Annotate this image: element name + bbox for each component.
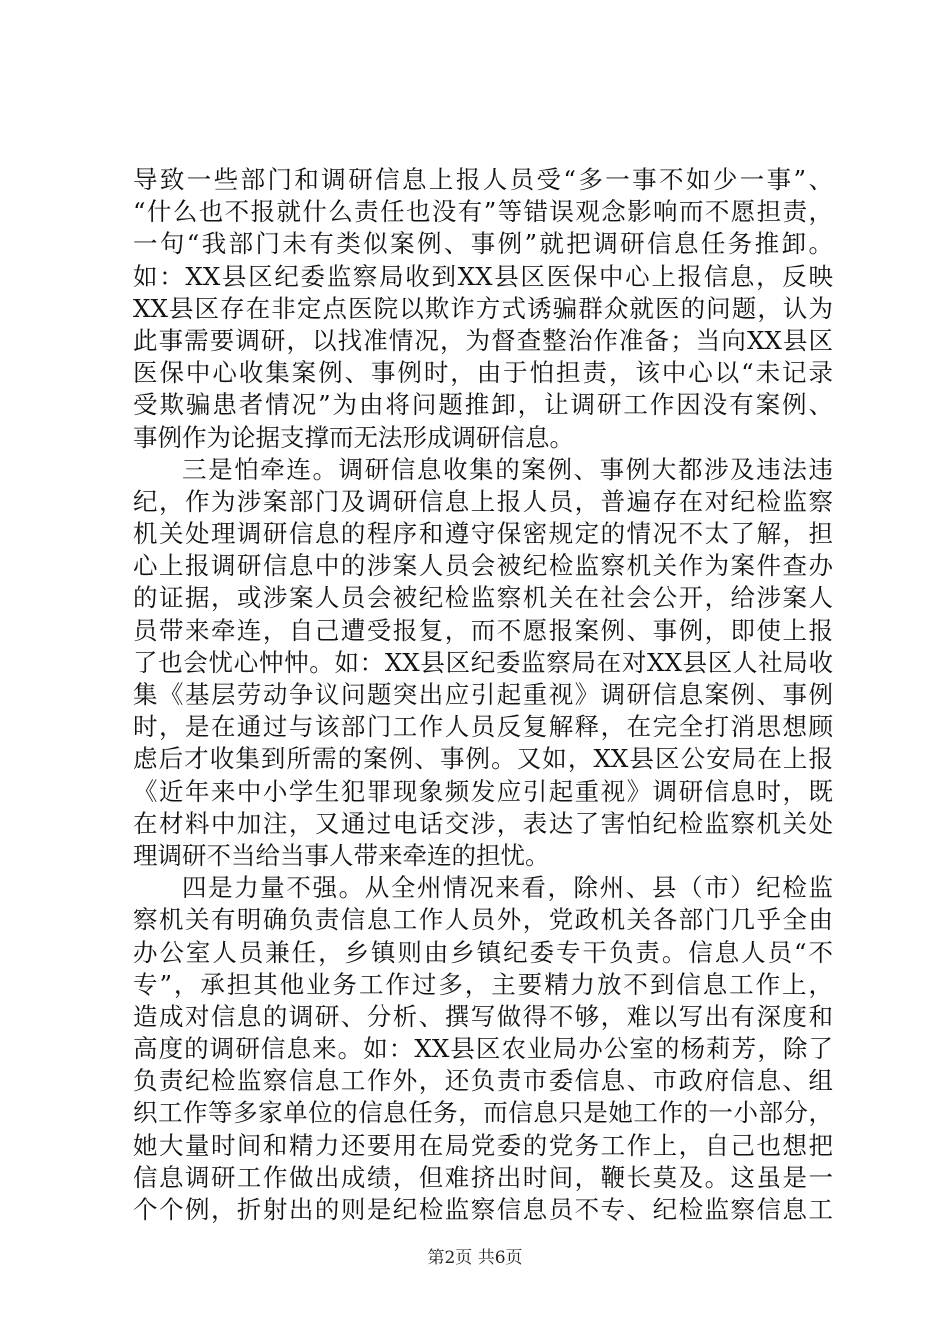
text-line: 此事需要调研，以找准情况，为督查整治作准备；当向XX县区	[133, 325, 833, 355]
text-line: 织工作等多家单位的信息任务，而信息只是她工作的一小部分，	[133, 1098, 833, 1128]
paragraph-start-line: 四是力量不强。从全州情况来看，除州、县（市）纪检监	[182, 873, 833, 903]
text-line: 她大量时间和精力还要用在局党委的党务工作上，自己也想把	[133, 1130, 833, 1160]
text-line: 纪，作为涉案部门及调研信息上报人员，普遍存在对纪检监察	[133, 486, 833, 516]
paragraph-start-line: 三是怕牵连。调研信息收集的案例、事例大都涉及违法违	[182, 454, 833, 484]
text-line: 医保中心收集案例、事例时，由于怕担责，该中心以“未记录	[133, 358, 833, 388]
text-line: 负责纪检监察信息工作外，还负责市委信息、市政府信息、组	[133, 1066, 833, 1096]
paragraph-end-line: 理调研不当给当事人带来牵连的担忧。	[133, 840, 550, 870]
text-line: 信息调研工作做出成绩，但难挤出时间，鞭长莫及。这虽是一	[133, 1162, 833, 1192]
text-line: 了也会忧心忡忡。如：XX县区纪委监察局在对XX县区人社局收	[133, 647, 833, 677]
text-line: 高度的调研信息来。如：XX县区农业局办公室的杨莉芳，除了	[133, 1034, 833, 1064]
text-line: 在材料中加注，又通过电话交涉，表达了害怕纪检监察机关处	[133, 808, 833, 838]
text-line: 造成对信息的调研、分析、撰写做得不够，难以写出有深度和	[133, 1001, 833, 1031]
text-line: XX县区存在非定点医院以欺诈方式诱骗群众就医的问题，认为	[133, 293, 833, 323]
text-line: 心上报调研信息中的涉案人员会被纪检监察机关作为案件查办	[133, 551, 833, 581]
text-line: 《近年来中小学生犯罪现象频发应引起重视》调研信息时，既	[133, 776, 833, 806]
text-line: 的证据，或涉案人员会被纪检监察机关在社会公开，给涉案人	[133, 583, 833, 613]
text-line: 虑后才收集到所需的案例、事例。又如，XX县区公安局在上报	[133, 744, 833, 774]
document-body	[133, 164, 833, 1226]
text-line: “什么也不报就什么责任也没有”等错误观念影响而不愿担责，	[133, 197, 833, 227]
text-line: 时，是在通过与该部门工作人员反复解释，在完全打消思想顾	[133, 712, 833, 742]
text-line: 个个例，折射出的则是纪检监察信息员不专、纪检监察信息工	[133, 1195, 833, 1224]
text-line: 集《基层劳动争议问题突出应引起重视》调研信息案例、事例	[133, 680, 833, 709]
text-line: 导致一些部门和调研信息上报人员受“多一事不如少一事”、	[133, 165, 833, 194]
text-line: 员带来牵连，自己遭受报复，而不愿报案例、事例，即使上报	[133, 615, 833, 645]
text-line: 察机关有明确负责信息工作人员外，党政机关各部门几乎全由	[133, 905, 833, 935]
text-line: 如：XX县区纪委监察局收到XX县区医保中心上报信息，反映	[133, 261, 833, 291]
paragraph-end-line: 事例作为论据支撑而无法形成调研信息。	[133, 422, 574, 452]
text-line: 办公室人员兼任，乡镇则由乡镇纪委专干负责。信息人员“不	[133, 937, 833, 967]
text-line: 受欺骗患者情况”为由将问题推卸，让调研工作因没有案例、	[133, 390, 833, 420]
page-number: 第2页 共6页	[427, 1248, 523, 1268]
text-line: 机关处理调研信息的程序和遵守保密规定的情况不太了解，担	[133, 519, 833, 549]
text-line: 一句“我部门未有类似案例、事例”就把调研信息任务推卸。	[133, 229, 833, 259]
text-line: 专”，承担其他业务工作过多，主要精力放不到信息工作上，	[133, 969, 833, 999]
